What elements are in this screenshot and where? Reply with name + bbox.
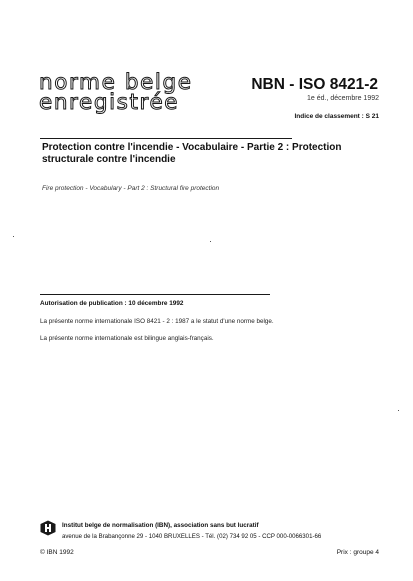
scan-speck bbox=[13, 236, 14, 237]
title-line-2: enregistrée bbox=[39, 90, 180, 115]
institute-name: Institut belge de normalisation (IBN), association sans but lucratif bbox=[62, 522, 259, 529]
authorization-rule bbox=[40, 294, 270, 295]
institute-address: avenue de la Brabançonne 29 - 1040 BRUXELLES - Tél. (02) 734 92 05 - CCP 000-0066301-66 bbox=[62, 533, 322, 540]
edition-date: 1e éd., décembre 1992 bbox=[307, 95, 379, 102]
english-title: Fire protection - Vocabulary - Part 2 : Structural fire protection bbox=[42, 185, 220, 192]
classification-index: Indice de classement : S 21 bbox=[294, 113, 379, 120]
document-series-title bbox=[39, 70, 193, 115]
ibn-logo-icon bbox=[40, 520, 56, 536]
scan-speck bbox=[398, 410, 399, 411]
title-line-1: norme belge bbox=[39, 70, 193, 95]
title-top-rule bbox=[40, 138, 292, 139]
french-title: Protection contre l'incendie - Vocabulaire - Partie 2 : Protection structurale contre l'incendie bbox=[42, 142, 342, 165]
authorization-date: Autorisation de publication : 10 décembre 1992 bbox=[40, 300, 184, 307]
language-paragraph: La présente norme internationale est bilingue anglais-français. bbox=[40, 335, 214, 342]
status-paragraph: La présente norme internationale ISO 8421 - 2 : 1987 a le statut d'une norme belge. bbox=[40, 318, 274, 325]
scan-speck bbox=[210, 241, 211, 242]
price-group: Prix : groupe 4 bbox=[336, 549, 379, 556]
copyright: © IBN 1992 bbox=[40, 549, 74, 556]
standard-number: NBN - ISO 8421-2 bbox=[251, 76, 378, 93]
